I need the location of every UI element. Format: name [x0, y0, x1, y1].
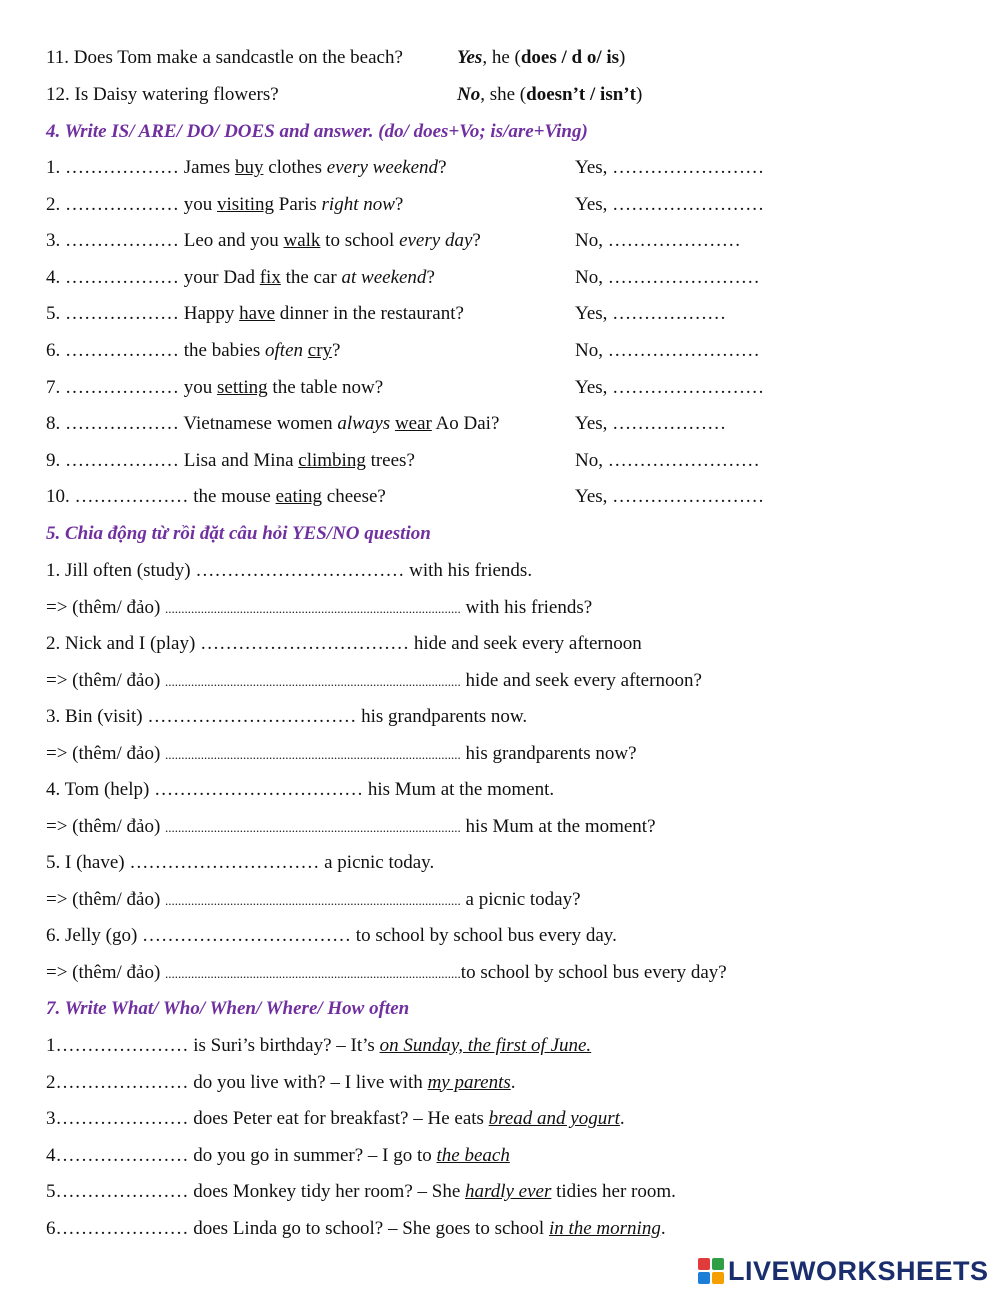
s5-question-5	[46, 888, 581, 913]
time-expression: at weekend	[341, 266, 427, 288]
answer-underlined: hardly ever	[465, 1181, 552, 1203]
question-tail: to school by school bus every day?	[460, 961, 727, 983]
s7-item-2	[46, 1071, 516, 1095]
answer-underlined: my parents	[427, 1071, 511, 1093]
question-text: do you live with? – I live with	[188, 1071, 428, 1093]
answer-underlined: the beach	[436, 1144, 510, 1166]
s5-sentence-1	[46, 559, 532, 583]
question-text: is Suri’s birthday? – It’s	[188, 1035, 380, 1056]
s5-question-4	[46, 815, 656, 840]
verb-blank[interactable]: ……………………………	[147, 706, 357, 727]
verb-underlined: buy	[234, 157, 264, 178]
s3-item-11	[46, 46, 403, 70]
verb-underlined: wear	[394, 413, 432, 435]
item-number: 3.	[46, 230, 61, 252]
s4-answer-7[interactable]: Yes, ……………………	[575, 376, 765, 398]
sentence-text: hide and seek every afternoon	[409, 633, 642, 654]
s4-item-9	[46, 449, 415, 473]
item-number: 8.	[46, 413, 61, 435]
answer-rest: , he (	[482, 47, 521, 68]
answer-underlined: on Sunday, the first of June.	[379, 1035, 592, 1056]
s4-answer-5[interactable]: Yes, ………………	[575, 303, 727, 325]
verb-underlined: cry	[307, 340, 333, 361]
adverb-text: often	[265, 340, 304, 361]
question-blank[interactable]: ...........................................................................................	[165, 965, 461, 981]
s5-question-3	[46, 742, 637, 767]
question-blank[interactable]: ...........................................................................................	[165, 819, 461, 835]
s4-item-5	[46, 302, 464, 326]
sentence-text: 2. Nick and I (play)	[46, 633, 201, 654]
item-number: 5	[46, 1181, 56, 1203]
answer-blank[interactable]: ………………	[65, 303, 179, 325]
answer-close: )	[619, 47, 626, 68]
question-text: you	[183, 193, 217, 215]
s3-item-11-answer	[457, 46, 625, 70]
answer-blank[interactable]: ………………	[65, 376, 179, 398]
question-text: Is Daisy watering flowers?	[74, 84, 279, 105]
punctuation: ?	[472, 230, 481, 252]
wh-blank[interactable]: …………………	[55, 1218, 189, 1239]
s5-sentence-2	[46, 632, 642, 656]
time-expression: every day	[399, 230, 473, 252]
verb-blank[interactable]: ……………………………	[142, 925, 352, 946]
s5-sentence-4	[46, 778, 554, 802]
answer-underlined: bread and yogurt	[488, 1108, 620, 1130]
s4-item-4	[46, 266, 435, 290]
question-text: cheese?	[322, 486, 386, 508]
answer-tail: .	[660, 1218, 666, 1239]
question-prefix: => (thêm/ đảo)	[46, 961, 166, 983]
question-tail: hide and seek every afternoon?	[460, 669, 702, 691]
question-text: you	[183, 376, 217, 398]
s4-answer-10[interactable]: Yes, ……………………	[575, 486, 765, 508]
verb-underlined: climbing	[298, 449, 366, 471]
sentence-text: 4. Tom (help)	[46, 779, 155, 800]
s4-answer-6[interactable]: No, ……………………	[575, 340, 760, 361]
s5-sentence-6	[46, 924, 617, 948]
s7-item-1	[46, 1034, 591, 1058]
sentence-text: 6. Jelly (go)	[46, 925, 143, 946]
question-blank[interactable]: ...........................................................................................	[165, 746, 461, 762]
s4-answer-1[interactable]: Yes, ……………………	[575, 157, 765, 178]
question-text: Lisa and Mina	[183, 449, 299, 471]
question-blank[interactable]: ...........................................................................................	[165, 892, 461, 908]
question-text: Ao Dai?	[431, 413, 500, 435]
question-text: your Dad	[183, 266, 260, 288]
sentence-text: 1. Jill often (study)	[46, 560, 196, 581]
question-text: James	[183, 157, 235, 178]
s5-sentence-3	[46, 705, 527, 729]
question-text: dinner in the restaurant?	[275, 303, 464, 325]
wh-blank[interactable]: …………………	[55, 1071, 189, 1093]
wh-blank[interactable]: …………………	[55, 1144, 189, 1166]
time-expression: right now	[321, 193, 395, 215]
s4-item-1	[46, 156, 447, 180]
verb-underlined: fix	[259, 266, 281, 288]
punctuation: ?	[332, 340, 341, 361]
item-number: 6	[46, 1218, 56, 1239]
s4-answer-3[interactable]: No, …………………	[575, 230, 741, 252]
sentence-text: with his friends.	[404, 560, 533, 581]
verb-blank[interactable]: ……………………………	[195, 560, 405, 581]
verb-underlined: setting	[217, 376, 268, 398]
s3-item-12-answer	[457, 83, 642, 107]
item-number: 9.	[46, 449, 61, 471]
answer-options: does / d o/ is	[520, 47, 620, 68]
verb-blank[interactable]: ……………………………	[200, 633, 410, 654]
question-text: Leo and you	[183, 230, 284, 252]
verb-blank[interactable]: ……………………………	[154, 779, 364, 800]
question-prefix: => (thêm/ đảo)	[46, 596, 166, 618]
verb-underlined: visiting	[217, 193, 275, 215]
punctuation: ?	[438, 157, 447, 178]
item-number: 2	[46, 1071, 56, 1093]
answer-blank[interactable]: ………………	[65, 413, 179, 435]
punctuation: ?	[394, 193, 404, 215]
item-number: 1	[46, 1035, 56, 1056]
sentence-text: to school by school bus every day.	[351, 925, 617, 946]
brand-name: LIVEWORKSHEETS	[728, 1255, 989, 1286]
verb-underlined: eating	[275, 486, 323, 508]
liveworksheets-logo	[698, 1254, 989, 1288]
s4-answer-9[interactable]: No, ……………………	[575, 449, 760, 471]
punctuation: ?	[426, 266, 435, 288]
question-text: Vietnamese women	[183, 413, 338, 435]
s4-item-10	[46, 485, 386, 509]
sentence-text: 3. Bin (visit)	[46, 706, 148, 727]
item-number: 12.	[46, 84, 70, 105]
sentence-text: a picnic today.	[319, 852, 435, 873]
question-tail: his Mum at the moment?	[460, 815, 656, 837]
question-text: clothes	[263, 157, 327, 178]
answer-tail: .	[510, 1071, 516, 1093]
question-prefix: => (thêm/ đảo)	[46, 742, 166, 764]
answer-blank[interactable]: ………………	[74, 486, 189, 508]
answer-blank[interactable]: ………………	[65, 449, 179, 471]
answer-word: Yes	[457, 47, 483, 68]
s4-item-7	[46, 376, 383, 400]
s5-sentence-5	[46, 851, 434, 875]
adverb-text: always	[337, 413, 391, 435]
s7-item-6	[46, 1217, 666, 1241]
s4-answer-8[interactable]: Yes, ………………	[575, 413, 727, 435]
verb-blank[interactable]: …………………………	[129, 852, 320, 873]
question-text: Happy	[183, 303, 240, 325]
item-number: 1.	[46, 157, 61, 178]
liveworksheets-logo-icon	[698, 1258, 724, 1284]
question-text: the table now?	[267, 376, 384, 398]
question-tail: a picnic today?	[460, 888, 581, 910]
sentence-text: 5. I (have)	[46, 852, 130, 873]
item-number: 6.	[46, 340, 61, 361]
question-prefix: => (thêm/ đảo)	[46, 669, 166, 691]
s4-item-3	[46, 229, 481, 253]
question-text: to school	[320, 230, 400, 252]
wh-blank[interactable]: …………………	[55, 1181, 189, 1203]
item-number: 4.	[46, 266, 61, 288]
answer-blank[interactable]: ………………	[65, 157, 179, 178]
answer-blank[interactable]: ………………	[65, 340, 179, 361]
item-number: 10.	[46, 486, 70, 508]
question-text: does Linda go to school? – She goes to school	[188, 1218, 549, 1239]
item-number: 3	[46, 1108, 56, 1130]
wh-blank[interactable]: …………………	[55, 1035, 189, 1056]
question-blank[interactable]: ...........................................................................................	[165, 673, 461, 689]
answer-rest: , she (	[480, 84, 527, 105]
question-text: does Monkey tidy her room? – She	[188, 1181, 466, 1203]
item-number: 2.	[46, 193, 61, 215]
s7-item-5	[46, 1180, 676, 1204]
s5-question-6	[46, 961, 727, 986]
question-text: trees?	[365, 449, 415, 471]
item-number: 11.	[46, 47, 70, 68]
answer-word: No	[457, 84, 481, 105]
s4-item-8	[46, 412, 499, 436]
s4-item-6	[46, 339, 340, 363]
question-text: do you go in summer? – I go to	[188, 1144, 437, 1166]
s7-item-4	[46, 1144, 510, 1168]
question-blank[interactable]: ...........................................................................................	[165, 600, 461, 616]
question-tail: his grandparents now?	[460, 742, 637, 764]
verb-underlined: have	[239, 303, 276, 325]
sentence-text: his grandparents now.	[356, 706, 528, 727]
s5-question-1	[46, 596, 592, 621]
question-text: the mouse	[193, 486, 276, 508]
time-expression: every weekend	[326, 157, 439, 178]
question-text: the car	[280, 266, 342, 288]
question-prefix: => (thêm/ đảo)	[46, 888, 166, 910]
answer-options: doesn’t / isn’t	[526, 84, 636, 105]
sentence-text: his Mum at the moment.	[363, 779, 555, 800]
section-5-heading: 5. Chia động từ rồi đặt câu hỏi YES/NO question	[46, 523, 431, 544]
question-prefix: => (thêm/ đảo)	[46, 815, 166, 837]
item-number: 5.	[46, 303, 61, 325]
s4-answer-2[interactable]: Yes, ……………………	[575, 193, 765, 215]
item-number: 7.	[46, 376, 61, 398]
s4-item-2	[46, 193, 403, 217]
item-number: 4	[46, 1144, 56, 1166]
question-text: Does Tom make a sandcastle on the beach?	[73, 47, 403, 68]
answer-blank[interactable]: ………………	[65, 266, 179, 288]
s5-question-2	[46, 669, 702, 694]
verb-underlined: walk	[283, 230, 321, 252]
answer-blank[interactable]: ………………	[65, 193, 179, 215]
section-4-heading: 4. Write IS/ ARE/ DO/ DOES and answer. (do/ does+Vo; is/are+Ving)	[46, 121, 588, 142]
wh-blank[interactable]: …………………	[55, 1108, 189, 1130]
answer-blank[interactable]: ………………	[65, 230, 179, 252]
s4-answer-4[interactable]: No, ……………………	[575, 266, 760, 288]
section-7-heading: 7. Write What/ Who/ When/ Where/ How often	[46, 998, 410, 1019]
question-text: does Peter eat for breakfast? – He eats	[188, 1108, 489, 1130]
answer-tail: tidies her room.	[551, 1181, 676, 1203]
s3-item-12	[46, 83, 279, 107]
s7-item-3	[46, 1107, 625, 1131]
answer-close: )	[635, 84, 643, 105]
question-text: Paris	[274, 193, 322, 215]
question-text: the babies	[183, 340, 266, 361]
answer-tail: .	[619, 1108, 625, 1130]
answer-underlined: in the morning	[548, 1218, 661, 1239]
question-tail: with his friends?	[460, 596, 593, 618]
